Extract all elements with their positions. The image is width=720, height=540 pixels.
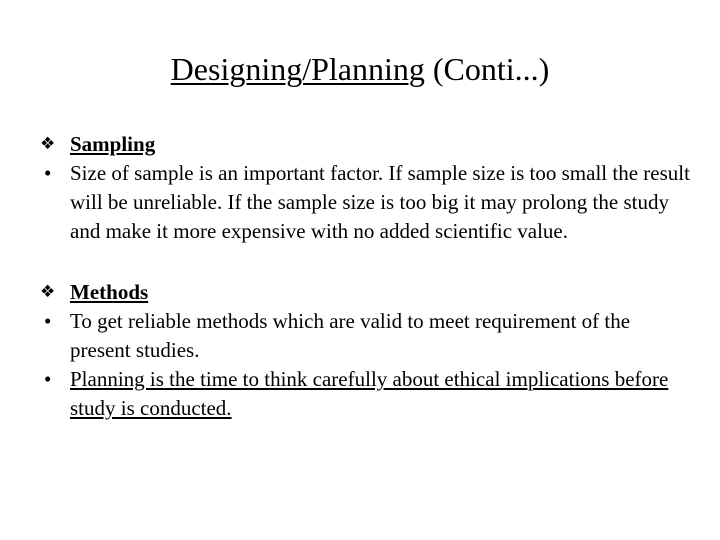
list-item [40,307,690,365]
section-heading-methods [40,278,690,307]
diamond-star-icon: ❖ [40,282,56,302]
section-spacer [40,246,690,278]
slide-title-main: Designing/Planning [170,51,425,87]
bullet-text: To get reliable methods which are valid to meet requirement of the present studies. [70,309,631,362]
bullet-dot-icon: • [44,161,52,185]
slide-title-suffix: (Conti...) [424,51,550,87]
section-heading-label: Methods [70,280,149,304]
section-heading-sampling [40,130,690,159]
slide-title [0,49,720,89]
slide-content [40,130,690,423]
list-item [40,159,690,246]
list-item [40,365,690,423]
diamond-star-icon: ❖ [40,134,56,154]
bullet-dot-icon: • [44,367,52,391]
bullet-text: Planning is the time to think carefully about ethical implications before study is conducted. [70,367,669,420]
bullet-text: Size of sample is an important factor. If sample size is too small the result will be unreliable. If the sample size is too big it may prolong the study and make it more expensive with no added scientific value. [70,161,690,243]
bullet-dot-icon: • [44,309,52,333]
section-heading-label: Sampling [70,132,156,156]
